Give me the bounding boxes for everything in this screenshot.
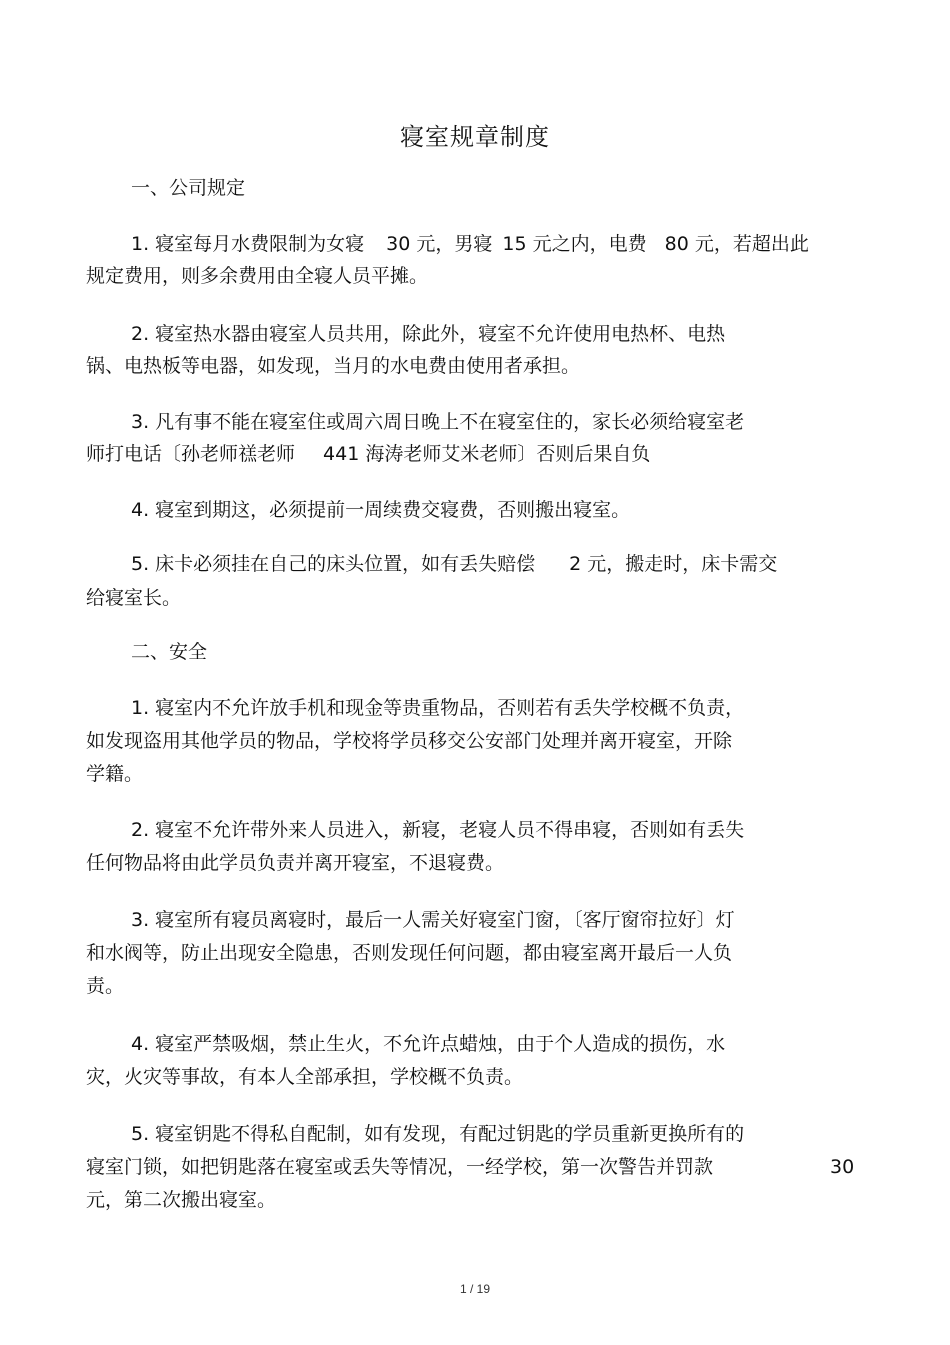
- paragraph-line: 4. 寝室到期这，必须提前一周续费交寝费，否则搬出寝室。: [131, 499, 631, 521]
- paragraph-line: 元，第二次搬出寝室。: [86, 1189, 277, 1211]
- paragraph-line: 规定费用，则多余费用由全寝人员平摊。: [86, 265, 429, 287]
- paragraph-line: 学籍。: [86, 763, 144, 785]
- page-indicator: 1 / 19: [459, 1282, 491, 1296]
- paragraph-line: [131, 230, 809, 258]
- text-segment: 15 元之内，电费: [502, 233, 647, 255]
- paragraph-line: 给寝室长。: [86, 587, 182, 609]
- paragraph-line: 和水阀等，防止出现安全隐患，否则发现任何问题，都由寝室离开最后一人负: [86, 942, 733, 964]
- text-segment: 30 元，男寝: [386, 233, 493, 255]
- paragraph-line: 2. 寝室热水器由寝室人员共用，除此外，寝室不允许使用电热杯、电热: [131, 323, 726, 345]
- text-segment: 师打电话〔孙老师禚老师: [86, 443, 296, 465]
- paragraph-line: 任何物品将由此学员负责并离开寝室，不退寝费。: [86, 852, 505, 874]
- paragraph-line: [131, 550, 777, 578]
- paragraph-line: [86, 1153, 713, 1181]
- text-segment: 80 元，若超出此: [664, 233, 809, 255]
- paragraph-line: 锅、电热板等电器，如发现，当月的水电费由使用者承担。: [86, 355, 581, 377]
- paragraph-line: 如发现盗用其他学员的物品，学校将学员移交公安部门处理并离开寝室，开除: [86, 730, 733, 752]
- paragraph-line-tail: 30: [830, 1156, 855, 1178]
- paragraph-line: 3. 凡有事不能在寝室住或周六周日晚上不在寝室住的，家长必须给寝室老: [131, 411, 745, 433]
- section-heading-company-rules: 一、公司规定: [131, 177, 246, 199]
- paragraph-line: 2. 寝室不允许带外来人员进入，新寝，老寝人员不得串寝，否则如有丢失: [131, 819, 745, 841]
- paragraph-line: 责。: [86, 975, 125, 997]
- text-segment: 寝室门锁，如把钥匙落在寝室或丢失等情况，一经学校，第一次警告并罚款: [86, 1156, 714, 1178]
- text-segment: 1. 寝室每月水费限制为女寝: [131, 233, 365, 255]
- paragraph-line: 5. 寝室钥匙不得私自配制，如有发现，有配过钥匙的学员重新更换所有的: [131, 1123, 745, 1145]
- text-segment: 2 元，搬走时，床卡需交: [569, 553, 778, 575]
- paragraph-line: [86, 440, 650, 468]
- paragraph-line: 灾，火灾等事故，有本人全部承担，学校概不负责。: [86, 1066, 524, 1088]
- section-heading-safety: 二、安全: [131, 641, 208, 663]
- paragraph-line: 1. 寝室内不允许放手机和现金等贵重物品，否则若有丢失学校概不负责，: [131, 697, 745, 719]
- text-segment: 441 海涛老师艾米老师〕否则后果自负: [323, 443, 651, 465]
- document-title: 寝室规章制度: [400, 123, 550, 151]
- paragraph-line: 4. 寝室严禁吸烟，禁止生火，不允许点蜡烛，由于个人造成的损伤，水: [131, 1033, 726, 1055]
- paragraph-line: 3. 寝室所有寝员离寝时，最后一人需关好寝室门窗，〔客厅窗帘拉好〕灯: [131, 909, 735, 931]
- text-segment: 5. 床卡必须挂在自己的床头位置，如有丢失赔偿: [131, 553, 536, 575]
